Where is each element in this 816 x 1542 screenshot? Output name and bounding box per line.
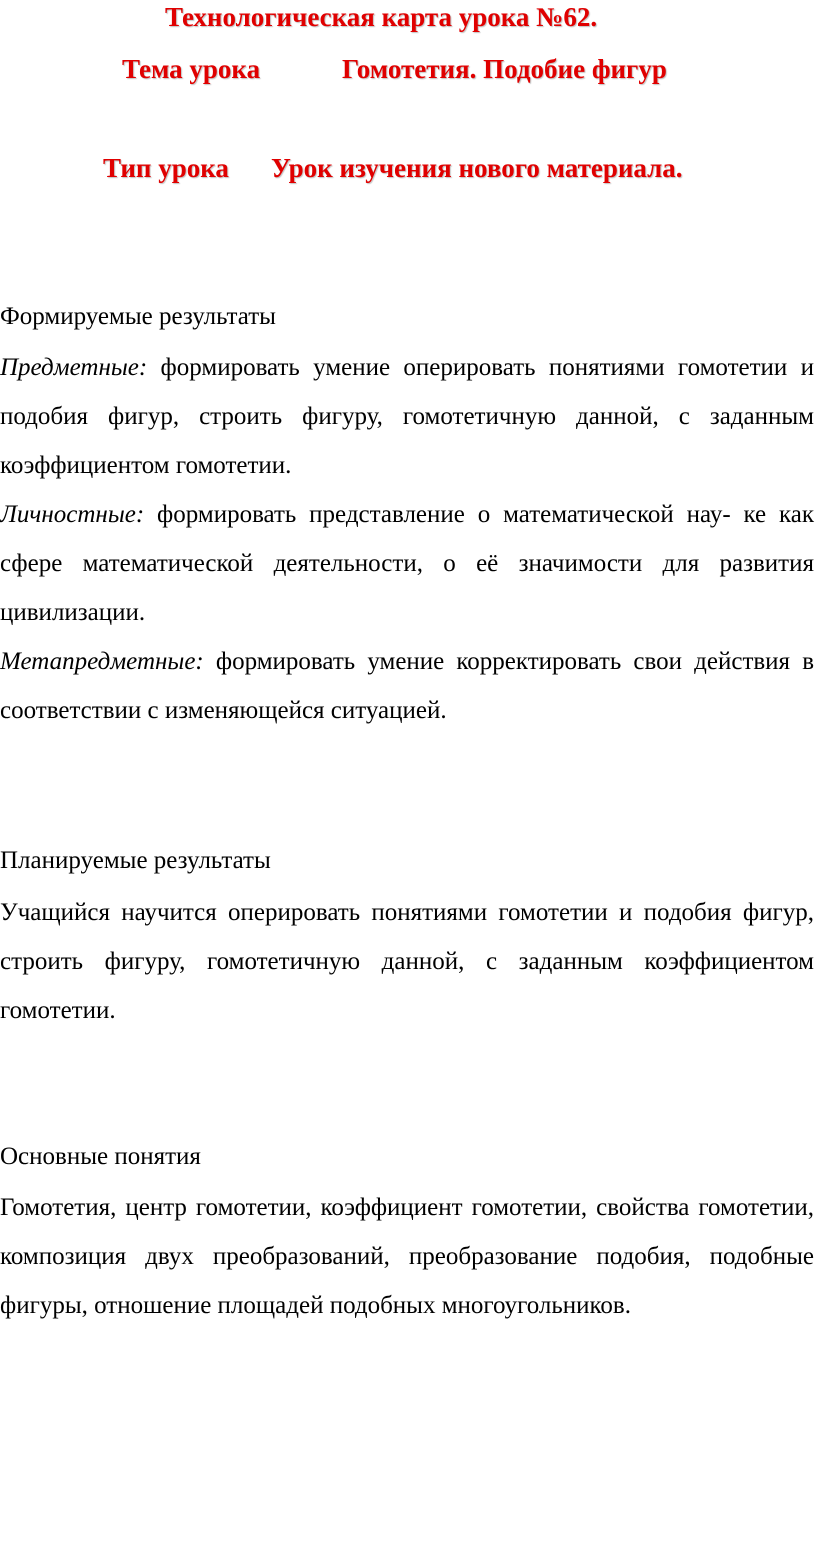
formed-results-section	[0, 343, 814, 735]
lesson-type-label: Тип урока	[103, 153, 229, 183]
personal-results-paragraph	[0, 490, 814, 637]
personal-results-label: Личностные:	[0, 501, 145, 528]
planned-results-text	[0, 888, 814, 1035]
key-concepts-text	[0, 1183, 814, 1330]
planned-results-heading: Планируемые результаты	[0, 847, 271, 874]
meta-results-text: формировать умение корректировать свои действия в соответствии с изменяющейся ситуацией.	[0, 648, 815, 724]
key-concepts-heading: Основные понятия	[0, 1143, 201, 1170]
topic-value: Гомотетия. Подобие фигур	[342, 54, 667, 84]
meta-results-paragraph	[0, 637, 814, 735]
lesson-title: Технологическая карта урока №62.	[165, 2, 598, 32]
planned-results-paragraph: Учащийся научится оперировать понятиями гомотетии и подобия фигур, строить фигуру, гомотетичную данной, с заданным коэффициентом гомотетии.	[0, 899, 814, 1024]
subject-results-label: Предметные:	[0, 354, 148, 381]
personal-results-text: формировать представление о математической нау- ке как сфере математической деятельности, о её значимости для развития цивилизации.	[0, 501, 815, 626]
meta-results-label: Метапредметные:	[0, 648, 204, 675]
subject-results-text: формировать умение оперировать понятиями гомотетии и подобия фигур, строить фигуру, гомотетичную данной, с заданным коэффициентом гомотетии.	[0, 354, 814, 479]
lesson-type-value: Урок изучения нового материала.	[271, 153, 683, 183]
key-concepts-paragraph: Гомотетия, центр гомотетии, коэффициент гомотетии, свойства гомотетии, композиция двух преобразований, преобразование подобия, подобные фигуры, отношение площадей подобных многоугольников.	[0, 1194, 814, 1319]
formed-results-heading: Формируемые результаты	[0, 303, 276, 330]
topic-label: Тема урока	[122, 54, 261, 84]
subject-results-paragraph	[0, 343, 814, 490]
